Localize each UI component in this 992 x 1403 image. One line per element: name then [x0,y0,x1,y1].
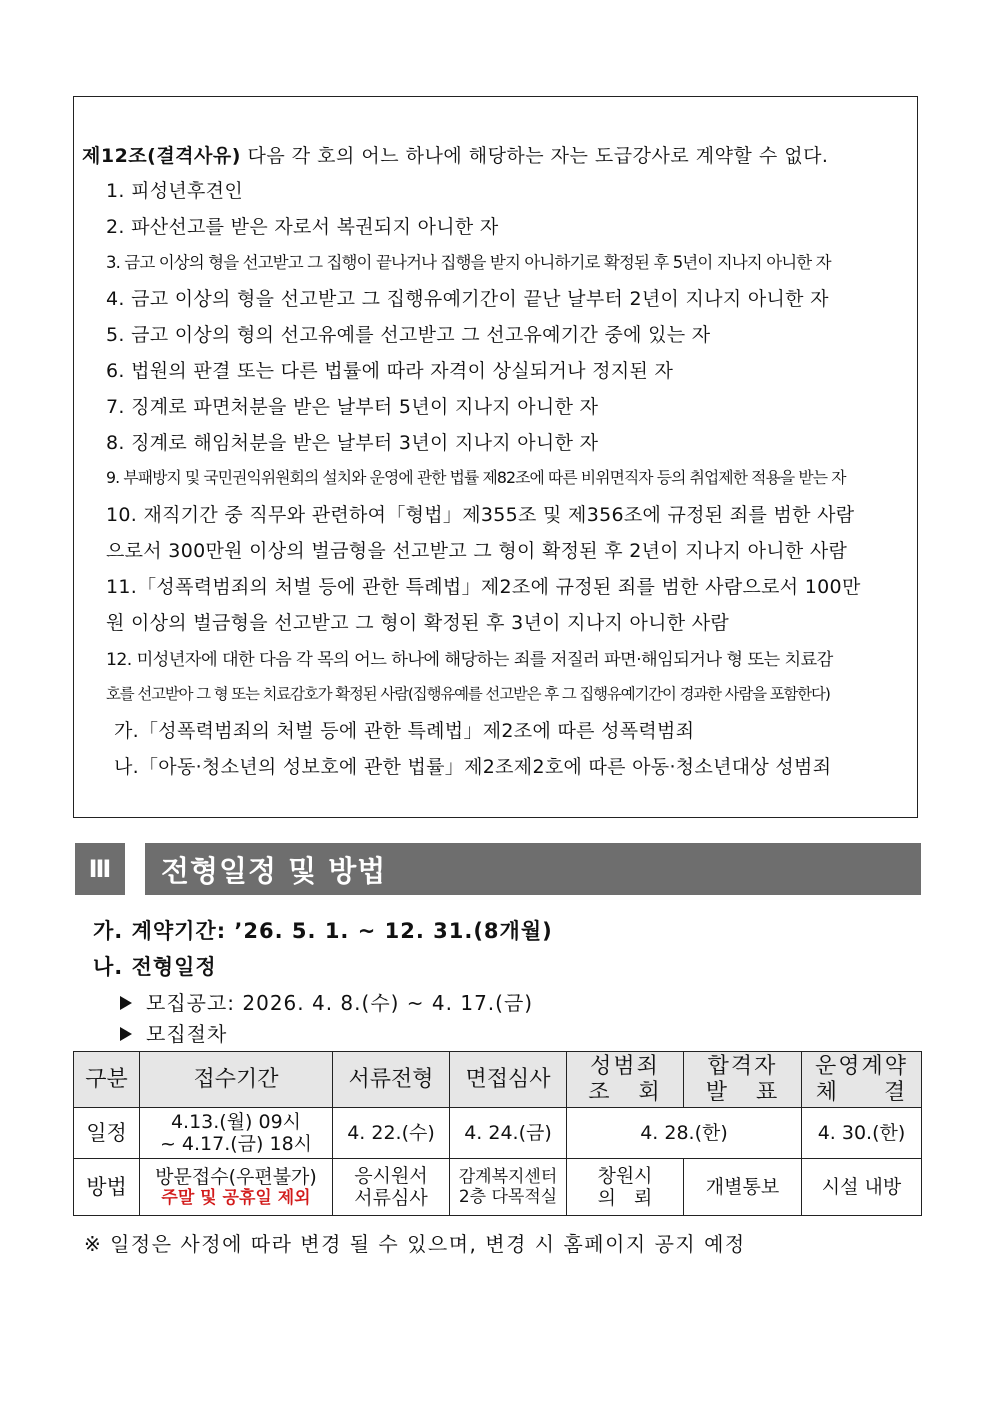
method-crime-check-line1: 창원시 [597,1164,653,1187]
method-crime-check-line2: 의 뢰 [597,1187,653,1209]
article-item-9: 9. 부패방지 및 국민권익위원회의 설치와 운영에 관한 법률 제82조에 따른 비위면직자 등의 취업제한 적용을 받는 자 [106,468,846,487]
method-announce: 개별통보 [684,1159,802,1216]
header-contract [802,1052,922,1108]
bullet-recruitment-procedure [120,1018,227,1047]
schedule-reception-line2: ~ 4.17.(금) 18시 [159,1133,313,1155]
table-header-row [74,1052,922,1108]
table-row-schedule [74,1108,922,1159]
header-category: 구분 [74,1052,140,1108]
method-crime-check [567,1159,684,1216]
header-reception: 접수기간 [140,1052,333,1108]
article-item-2: 2. 파산선고를 받은 자로서 복권되지 아니한 자 [106,216,499,238]
method-document-review-line1: 응시원서 [354,1164,428,1187]
article-subitem-ga: 가.「성폭력범죄의 처벌 등에 관한 특례법」제2조에 따른 성폭력범죄 [114,720,695,742]
contract-period: 가. 계약기간: ’26. 5. 1. ~ 12. 31.(8개월) [93,919,553,943]
article-item-10a: 10. 재직기간 중 직무와 관련하여「형법」제355조 및 제356조에 규정된 죄를 범한 사람 [106,504,855,526]
schedule-reception [140,1108,333,1159]
article-item-1: 1. 피성년후견인 [106,180,243,202]
schedule-interview: 4. 24.(금) [450,1108,567,1159]
row-label-schedule: 일정 [74,1108,140,1159]
triangle-bullet-icon [120,996,132,1010]
schedule-crime-announce: 4. 28.(한) [567,1108,802,1159]
table-row-method [74,1159,922,1216]
schedule-reception-line1: 4.13.(월) 09시 [170,1110,302,1133]
header-crime-check-line1: 성범죄 [590,1054,660,1080]
row-label-method: 방법 [74,1159,140,1216]
section-title: 전형일정 및 방법 [145,843,921,895]
article-title: 제12조(결격사유) [82,145,241,167]
article-heading [82,141,828,168]
method-interview-line1: 감계복지센터 [458,1166,558,1187]
method-reception-line1: 방문접수(우편불가) [155,1165,317,1188]
article-item-4: 4. 금고 이상의 형을 선고받고 그 집행유예기간이 끝난 날부터 2년이 지나지 아니한 자 [106,288,829,310]
article-item-11a: 11.「성폭력범죄의 처벌 등에 관한 특례법」제2조에 규정된 죄를 범한 사람으로서 100만 [106,576,861,598]
article-item-10b: 으로서 300만원 이상의 벌금형을 선고받고 그 형이 확정된 후 2년이 지나지 아니한 사람 [106,540,848,562]
schedule-change-note: ※ 일정은 사정에 따라 변경 될 수 있으며, 변경 시 홈페이지 공지 예정 [84,1232,746,1256]
method-contract: 시설 내방 [802,1159,922,1216]
schedule-heading: 나. 전형일정 [93,955,217,979]
header-announce [684,1052,802,1108]
method-reception-line2: 주말 및 공휴일 제외 [161,1188,311,1209]
article-item-8: 8. 징계로 해임처분을 받은 날부터 3년이 지나지 아니한 자 [106,432,599,454]
article-subitem-na: 나.「아동·청소년의 성보호에 관한 법률」제2조제2호에 따른 아동·청소년대상 성범죄 [114,756,832,778]
method-document-review [333,1159,450,1216]
bullet-procedure-text: 모집절차 [146,1022,228,1046]
schedule-document-review: 4. 22.(수) [333,1108,450,1159]
schedule-contract: 4. 30.(한) [802,1108,922,1159]
header-contract-line1: 운영계약 [814,1054,908,1080]
schedule-table [73,1051,922,1216]
article-item-5: 5. 금고 이상의 형의 선고유예를 선고받고 그 선고유예기간 중에 있는 자 [106,324,711,346]
header-contract-line2: 체 결 [815,1079,908,1105]
bullet-recruitment-text: 모집공고: 2026. 4. 8.(수) ~ 4. 17.(금) [146,991,534,1015]
bullet-recruitment-notice [120,987,533,1016]
header-announce-line2: 발 표 [705,1079,780,1105]
article-item-12b: 호를 선고받아 그 형 또는 치료감호가 확정된 사람(집행유예를 선고받은 후 그 집행유예기간이 경과한 사람을 포함한다) [106,685,830,703]
article-item-7: 7. 징계로 파면처분을 받은 날부터 5년이 지나지 아니한 자 [106,396,599,418]
method-document-review-line2: 서류심사 [354,1187,428,1209]
method-reception [140,1159,333,1216]
header-document-review: 서류전형 [333,1052,450,1108]
article-item-12a: 12. 미성년자에 대한 다음 각 목의 어느 하나에 해당하는 죄를 저질러 파면·해임되거나 형 또는 치료감 [106,650,833,670]
article-item-11b: 원 이상의 벌금형을 선고받고 그 형이 확정된 후 3년이 지나지 아니한 사람 [106,612,730,634]
article-item-6: 6. 법원의 판결 또는 다른 법률에 따라 자격이 상실되거나 정지된 자 [106,360,674,382]
header-announce-line1: 합격자 [707,1054,778,1080]
method-interview [450,1159,567,1216]
header-interview: 면접심사 [450,1052,567,1108]
article-item-3: 3. 금고 이상의 형을 선고받고 그 집행이 끝나거나 집행을 받지 아니하기로 확정된 후 5년이 지나지 아니한 자 [106,253,831,272]
method-interview-line2: 2층 다목적실 [458,1187,558,1207]
article-intro: 다음 각 호의 어느 하나에 해당하는 자는 도급강사로 계약할 수 없다. [240,145,829,167]
section-number: Ⅲ [75,843,125,895]
article-box [73,96,918,818]
header-crime-check [567,1052,684,1108]
header-crime-check-line2: 조 회 [588,1079,662,1105]
triangle-bullet-icon [120,1027,132,1041]
